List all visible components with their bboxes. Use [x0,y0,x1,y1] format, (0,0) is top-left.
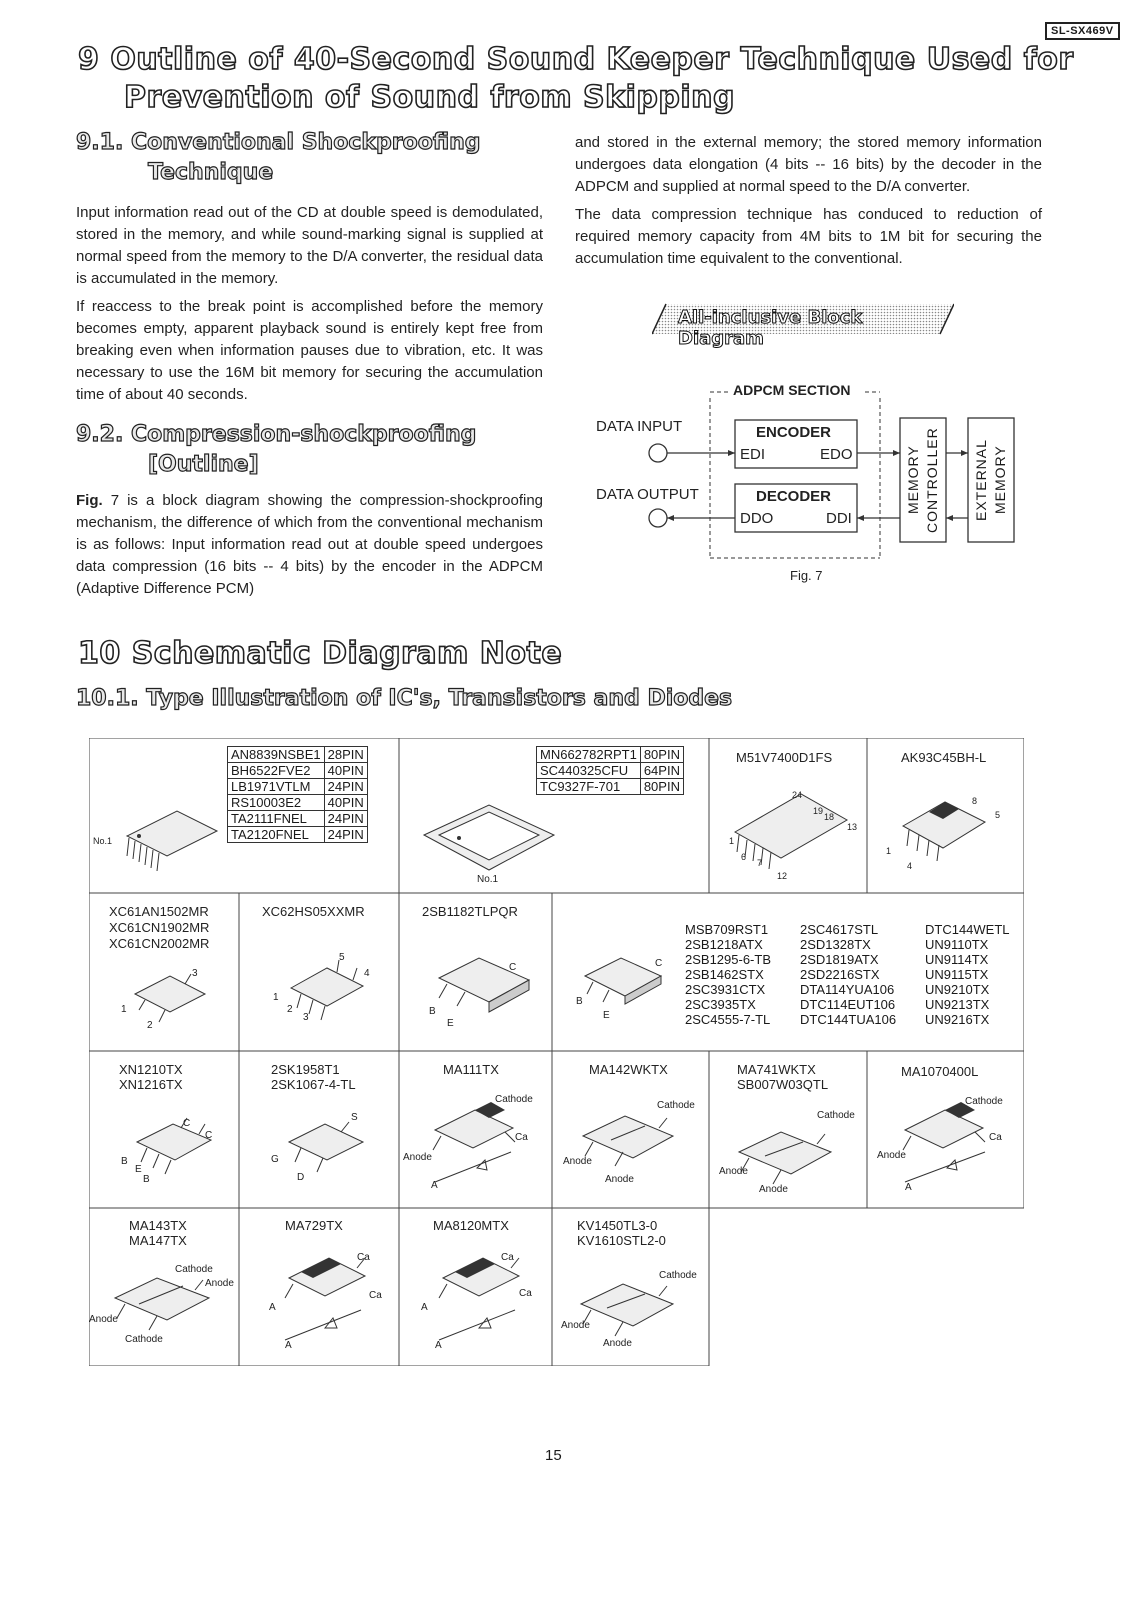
section9-title-line2: Prevention of Sound from Skipping [124,80,735,115]
table-row: BH6522FVE2 40PIN [228,763,368,779]
pin-5b: 5 [339,952,345,963]
ic1-no-label: No.1 [93,836,113,846]
table-row: LB1971VTLM 24PIN [228,779,368,795]
table-row: RS10003E2 40PIN [228,795,368,811]
decoder-label: DECODER [756,488,832,505]
ic-pin-table-2 [536,746,684,795]
pin-b2: B [576,996,583,1007]
s91-paragraph-2: If reaccess to the break point is accomplished before the memory becomes empty, apparent playback sound is entirely kept free from breaking even when information pauses due to vibration, etc. It was necessary to use the 16M bit memory for securing the accumulation time of about 40 seconds. [76,298,543,403]
pin-12: 12 [777,871,788,881]
ca-label-6: Ca [519,1288,532,1299]
section10-subtitle: 10.1. Type Illustration of IC's, Transistors and Diodes [76,686,733,711]
s91-paragraph-1: Input information read out of the CD at double speed is demodulated, stored in the memory, and while sound-marking signal is supplied at normal speed from the memory to the D/A converter, the residual data is accumulated in the memory. [76,204,543,287]
ma142wktx-label: MA142WKTX [589,1062,668,1077]
s92-title-2: [Outline] [148,452,259,477]
power-transistor-icon [419,948,539,1028]
pin-2b: 2 [287,1004,293,1015]
2sb1182-label: 2SB1182TLPQR [422,904,518,919]
parts-grid [89,738,1024,1366]
pin-c4: C [205,1130,213,1141]
model-tag: SL-SX469V [1045,22,1120,40]
sop8-ic-icon [889,786,999,876]
ic-pin-table-1 [227,746,368,843]
pin-e: E [447,1018,454,1029]
kv1450-label: KV1450TL3-0 [577,1218,658,1233]
xc62-label: XC62HS05XXMR [262,904,365,919]
ma729tx-label: MA729TX [285,1218,343,1233]
ca-label-3: Ca [357,1252,370,1263]
table-row: TA2111FNEL 24PIN [228,811,368,827]
pin-1: 1 [729,836,735,846]
m51v7400-label: M51V7400D1FS [736,750,833,765]
adpcm-section-label: ADPCM SECTION [733,382,851,398]
transistor-list-col2: 2SC4617STL 2SD1328TX 2SD1819ATX 2SD2216STX DTA114YUA106 DTC114EUT106 DTC144TUA106 [800,922,897,1027]
pin-1b: 1 [886,846,892,856]
xc61-label-2: XC61CN1902MR [109,920,210,935]
ak93c45-label: AK93C45BH-L [901,750,987,765]
pin-b3: B [121,1156,128,1167]
data-input-label: DATA INPUT [596,418,683,435]
pin-e2: E [603,1010,610,1021]
external-memory-label: EXTERNAL MEMORY [973,439,1008,521]
pin-19: 19 [813,806,824,816]
right-paragraph-1: and stored in the external memory; the stored memory information undergoes data elongation (4 bits -- 16 bits) by the decoder in the ADPCM and supplied at normal speed to the D/A converter. [575,134,1042,195]
pin-c: C [509,962,517,973]
s92-title: 9.2. Compression-shockproofing [76,422,477,447]
section9-title-line1: 9 Outline of 40-Second Sound Keeper Technique Used for [78,42,1074,77]
edo-label: EDO [820,446,853,463]
block-diagram-banner [652,302,954,349]
anode-label-1: Anode [403,1152,432,1163]
anode-label-9: Anode [561,1320,590,1331]
xc61-label-1: XC61AN1502MR [109,904,209,919]
ddi-label: DDI [826,510,852,527]
anode-label-3: Anode [605,1174,634,1185]
anode-label-8: Anode [89,1314,118,1325]
xn1210-label: XN1210TX [119,1062,183,1077]
pin-13: 13 [847,822,858,832]
cathode-label-1: Cathode [495,1094,533,1105]
pin-b4: B [143,1174,150,1185]
ma147tx-label: MA147TX [129,1233,187,1248]
2sk1958-label: 2SK1958T1 [271,1062,340,1077]
a-label-2: A [905,1182,912,1193]
ca-label-4: Ca [369,1290,382,1301]
ma111tx-label: MA111TX [443,1062,499,1077]
cathode-label-3: Cathode [817,1110,855,1121]
fet-icon [279,1112,379,1188]
s91-title-2: Technique [148,160,274,185]
tsop-ic-icon [721,780,861,880]
section10-title: 10 Schematic Diagram Note [78,636,563,671]
kv1610-label: KV1610STL2-0 [577,1233,666,1248]
banner-text: All-inclusive Block Diagram [678,307,863,349]
a-label-5: A [421,1302,428,1313]
xc61-label-3: XC61CN2002MR [109,936,210,951]
table-row: SC440325CFU 64PIN [537,763,684,779]
a-label-4: A [285,1340,292,1351]
anode-label-2: Anode [563,1156,592,1167]
pin-8: 8 [972,796,978,806]
pin-5: 5 [995,810,1001,820]
transistor-list-col3: DTC144WETL UN9110TX UN9114TX UN9115TX UN9210TX UN9213TX UN9216TX [925,922,1010,1027]
pin-s: S [351,1112,358,1123]
pin-24: 24 [792,790,803,800]
anode-label-4: Anode [719,1166,748,1177]
ssop-ic-icon [107,796,227,876]
cathode-label-6: Cathode [125,1334,163,1345]
qfp-ic-icon [419,800,559,880]
cathode-label-2: Cathode [657,1100,695,1111]
fig7-caption: Fig. 7 [790,568,823,583]
pin-4b: 4 [364,968,370,979]
pin-c2: C [655,958,663,969]
right-column-body [575,132,1042,276]
ddo-label: DDO [740,510,774,527]
s92-body [76,490,543,606]
data-output-label: DATA OUTPUT [596,486,699,503]
transistor-list-col1: MSB709RST1 2SB1218ATX 2SB1295-6-TB 2SB1462STX 2SC3931CTX 2SC3935TX 2SC4555-7-TL [685,922,771,1027]
cathode-label-5: Cathode [175,1264,213,1275]
ca-label-2: Ca [989,1132,1002,1143]
pin-d: D [297,1172,305,1183]
ma741wktx-label: MA741WKTX [737,1062,816,1077]
ma8120mtx-label: MA8120MTX [433,1218,509,1233]
ma1070400l-label: MA1070400L [901,1064,979,1079]
ca-label-5: Ca [501,1252,514,1263]
anode-label-6: Anode [877,1150,906,1161]
a-label-6: A [435,1340,442,1351]
sb007w03qtl-label: SB007W03QTL [737,1077,829,1092]
pin-1c: 1 [121,1004,127,1015]
a-label-1: A [431,1180,438,1191]
a-label-3: A [269,1302,276,1313]
table-row: TA2120FNEL 24PIN [228,827,368,843]
s91-title: 9.1. Conventional Shockproofing [76,130,481,155]
block-diagram [590,380,1030,590]
xn1216-label: XN1216TX [119,1077,183,1092]
ca-label-1: Ca [515,1132,528,1143]
pin-1d: 1 [273,992,279,1003]
s91-body [76,202,543,412]
pin-g: G [271,1154,279,1165]
right-paragraph-2: The data compression technique has conduced to reduction of required memory capacity from 4M bits to 1M bit for securing the accumulation time equivalent to the conventional. [575,206,1042,267]
s92-paragraph-1: 7 is a block diagram showing the compression-shockproofing mechanism, the difference of which from the conventional mechanism is as follows: Input information read out at double speed undergoes data compression (16 bits -- 4 bits) by the encoder in the ADPCM (Adaptive Difference PCM) [76,492,543,597]
pin-b: B [429,1006,436,1017]
pin-2: 2 [147,1020,153,1031]
table-row: TC9327F-701 80PIN [537,779,684,795]
memory-controller-label: MEMORY CONTROLLER [905,427,940,533]
sot23-icon [125,964,215,1034]
ma143tx-label: MA143TX [129,1218,187,1233]
anode-label-7: Anode [205,1278,234,1289]
edi-label: EDI [740,446,766,463]
table-row: AN8839NSBE1 28PIN [228,747,368,763]
pin-3: 3 [192,968,198,979]
pin-18: 18 [824,812,835,822]
ic2-no-label: No.1 [477,874,499,885]
anode-label-10: Anode [603,1338,632,1349]
pin-4: 4 [907,861,913,871]
pin-c3: C [183,1118,191,1129]
pin-3b: 3 [303,1012,309,1023]
page-number: 15 [545,1447,562,1464]
pin-6: 6 [741,852,747,862]
pin-7: 7 [757,858,763,868]
pin-e3: E [135,1164,142,1175]
2sk1067-label: 2SK1067-4-TL [271,1077,356,1092]
sot25-icon [277,952,377,1032]
cathode-label-4: Cathode [965,1096,1003,1107]
fig-ref: Fig. [76,492,103,509]
encoder-label: ENCODER [756,424,832,441]
anode-label-5: Anode [759,1184,788,1195]
table-row: MN662782RPT1 80PIN [537,747,684,763]
cathode-label-7: Cathode [659,1270,697,1281]
